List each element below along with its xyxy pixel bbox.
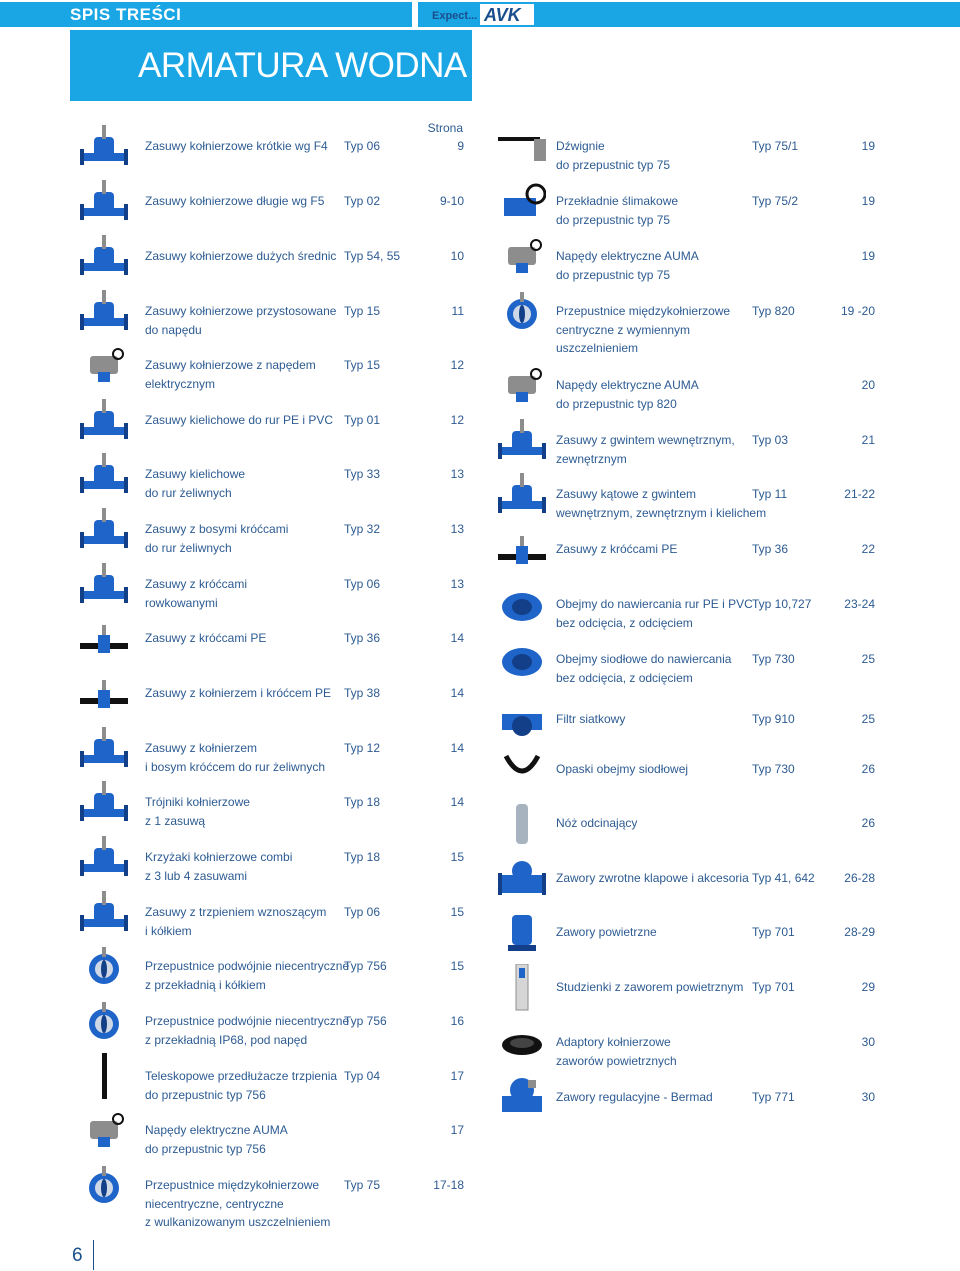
entry-name-line: Opaski obejmy siodłowej [556, 762, 689, 776]
actuator-icon [498, 233, 546, 286]
page-number: 6 [72, 1245, 83, 1266]
svg-text:AVK: AVK [484, 5, 521, 25]
entry-page: 20 [861, 378, 875, 392]
spigot-valve-icon [80, 506, 128, 559]
toc-entry[interactable] [70, 575, 540, 623]
gate-valve-icon [80, 288, 128, 341]
entry-name-line: bez odcięcia, z odcięciem [556, 670, 693, 685]
toc-entry[interactable] [70, 739, 540, 787]
entry-name-line: Przepustnice podwójnie niecentryczne [145, 1014, 350, 1028]
air-valve-icon [498, 909, 546, 962]
spigot-valve-icon [80, 725, 128, 778]
entry-name-line: Zasuwy z króćcami PE [556, 542, 678, 556]
entry-name-line: Zasuwy kołnierzowe dużych średnic [145, 249, 337, 263]
entry-name-line: z przekładnią IP68, pod napęd [145, 1032, 308, 1047]
entry-type: Typ 10,727 [752, 597, 812, 611]
entry-type: Typ 36 [344, 631, 381, 645]
saddle-clamp-icon [498, 636, 546, 689]
entry-name-line: do przepustnic typ 756 [145, 1087, 266, 1102]
entry-name [556, 814, 756, 833]
toc-entry[interactable] [492, 485, 960, 533]
page-column-header: Strona [427, 121, 463, 135]
toc-entry[interactable] [492, 540, 960, 588]
toc-entry[interactable] [70, 629, 540, 677]
strainer-icon [498, 696, 546, 749]
toc-entry[interactable] [492, 595, 960, 643]
entry-page: 19 [861, 249, 875, 263]
entry-page: 14 [450, 686, 464, 700]
entry-name-line: Napędy elektryczne AUMA [145, 1123, 288, 1137]
entry-page: 13 [450, 467, 464, 481]
entry-name-line: do przepustnic typ 75 [556, 157, 671, 172]
entry-name [556, 710, 756, 729]
toc-entry[interactable] [70, 465, 540, 513]
entry-page: 21-22 [844, 487, 875, 501]
entry-type: Typ 06 [344, 905, 381, 919]
entry-page: 26 [861, 762, 875, 776]
entry-type: Typ 18 [344, 795, 381, 809]
pe-valve-icon [80, 670, 128, 723]
tapping-clamp-icon [498, 581, 546, 634]
entry-name-line: Przepustnice podwójnie niecentryczne [145, 959, 350, 973]
adaptor-icon [498, 1019, 546, 1072]
rising-stem-icon [80, 889, 128, 942]
entry-name-line: niecentryczne, centryczne [145, 1196, 284, 1211]
cutter-icon [498, 800, 546, 853]
entry-name-line: do przepustnic typ 820 [556, 396, 677, 411]
entry-page: 25 [861, 652, 875, 666]
entry-name [145, 1121, 345, 1158]
entry-name-line: z wulkanizowanym uszczelnieniem [145, 1215, 331, 1229]
toc-entry[interactable] [70, 137, 540, 185]
chamber-icon [498, 964, 546, 1017]
entry-name-line: Przepustnice międzykołnierzowe [145, 1178, 320, 1192]
entry-type: Typ 11 [752, 487, 788, 501]
toc-entry[interactable] [492, 1033, 960, 1081]
entry-name [556, 595, 756, 632]
entry-page: 29 [861, 980, 875, 994]
entry-type: Typ 75/2 [752, 194, 799, 208]
actuator-icon [498, 362, 546, 415]
entry-page: 19 [861, 139, 875, 153]
entry-name-line: i bosym króćcem do rur żeliwnych [145, 759, 326, 774]
entry-name-line: do przepustnic typ 75 [556, 212, 671, 227]
entry-page: 14 [450, 795, 464, 809]
entry-name-line: i kółkiem [145, 923, 192, 938]
toc-entry[interactable] [70, 957, 540, 1005]
control-valve-icon [498, 1074, 546, 1127]
entry-name-line: Przepustnice międzykołnierzowe [556, 304, 731, 318]
entry-name-line: bez odcięcia, z odcięciem [556, 615, 693, 630]
entry-type: Typ 03 [752, 433, 789, 447]
entry-type: Typ 701 [752, 980, 795, 994]
entry-page: 25 [861, 712, 875, 726]
entry-name [556, 1033, 756, 1070]
page-number-divider [93, 1240, 94, 1270]
entry-page: 30 [861, 1090, 875, 1104]
toc-entry[interactable] [70, 247, 540, 295]
entry-name [556, 1088, 756, 1107]
entry-type: Typ 36 [752, 542, 789, 556]
extension-spindle-icon [80, 1053, 128, 1106]
entry-page: 16 [450, 1014, 464, 1028]
gate-valve-icon [80, 123, 128, 176]
threaded-valve-icon [498, 417, 546, 470]
gate-valve-icon [80, 233, 128, 286]
entry-name [556, 485, 767, 522]
entry-name [556, 376, 756, 413]
expect-tagline: Expect... [432, 10, 478, 22]
entry-page: 9-10 [439, 194, 464, 208]
entry-page: 22 [861, 542, 875, 556]
toc-entry[interactable] [492, 814, 960, 862]
entry-name-line: uszczelnieniem [556, 341, 639, 355]
entry-type: Typ 33 [344, 467, 381, 481]
entry-page: 17 [450, 1069, 464, 1083]
pe-valve-icon [80, 615, 128, 668]
entry-name [145, 957, 350, 994]
entry-type: Typ 771 [752, 1090, 795, 1104]
entry-type: Typ 38 [344, 686, 381, 700]
toc-entry[interactable] [492, 978, 960, 1026]
toc-entry[interactable] [70, 411, 540, 459]
entry-page: 15 [450, 959, 464, 973]
entry-name-line: Studzienki z zaworem powietrznym [556, 980, 744, 994]
toc-entry[interactable] [492, 760, 960, 808]
entry-name [145, 356, 345, 393]
entry-name-line: do przepustnic typ 75 [556, 267, 671, 282]
toc-entry[interactable] [70, 520, 540, 568]
toc-entry[interactable] [70, 1012, 540, 1060]
entry-name [556, 247, 756, 284]
entry-type: Typ 04 [344, 1069, 381, 1083]
entry-page: 21 [861, 433, 875, 447]
wafer-valve-icon [80, 1162, 128, 1215]
entry-name-line: centryczne z wymiennym [556, 322, 691, 337]
entry-name [145, 411, 345, 430]
entry-name [145, 192, 345, 211]
entry-name-line: Napędy elektryczne AUMA [556, 378, 699, 392]
entry-page: 26 [861, 816, 875, 830]
toc-entry[interactable] [70, 684, 540, 732]
entry-type: Typ 02 [344, 194, 381, 208]
entry-type: Typ 15 [344, 304, 381, 318]
toc-entry[interactable] [492, 431, 960, 479]
entry-type: Typ 01 [344, 413, 381, 427]
page-title: ARMATURA WODNA [138, 46, 467, 85]
entry-name-line: wewnętrznym, zewnętrznym i kielichem [556, 505, 767, 520]
entry-page: 14 [450, 741, 464, 755]
entry-name-line: Zasuwy z trzpieniem wznoszącym [145, 905, 327, 919]
entry-type: Typ 12 [344, 741, 381, 755]
entry-page: 30 [861, 1035, 875, 1049]
entry-page: 17-18 [433, 1178, 464, 1192]
entry-name [556, 923, 756, 942]
entry-name-line: Trójniki kołnierzowe [145, 795, 250, 809]
entry-type: Typ 820 [752, 304, 795, 318]
grooved-valve-icon [80, 561, 128, 614]
entry-name-line: do rur żeliwnych [145, 540, 232, 555]
entry-page: 17 [450, 1123, 464, 1137]
toc-entry[interactable] [492, 710, 960, 758]
entry-name [145, 739, 345, 776]
entry-name [145, 1067, 345, 1104]
entry-name-line: Obejmy do nawiercania rur PE i PVC [556, 597, 753, 611]
entry-page: 13 [450, 522, 464, 536]
entry-name-line: Zasuwy z kołnierzem [145, 741, 258, 755]
entry-page: 23-24 [844, 597, 875, 611]
entry-name-line: Zawory powietrzne [556, 925, 657, 939]
toc-entry[interactable] [492, 302, 960, 355]
gate-valve-icon [80, 178, 128, 231]
entry-page: 19 -20 [840, 304, 875, 318]
entry-name [145, 1012, 350, 1049]
cross-valve-icon [80, 834, 128, 887]
entry-type: Typ 15 [344, 358, 381, 372]
entry-name-line: Zasuwy kołnierzowe przystosowane [145, 304, 337, 318]
socket-valve-icon [80, 397, 128, 450]
entry-name-line: Zasuwy kołnierzowe długie wg F5 [145, 194, 325, 208]
entry-name [145, 848, 345, 885]
entry-type: Typ 701 [752, 925, 795, 939]
toc-entry[interactable] [70, 302, 540, 350]
wafer-valve-icon [498, 288, 546, 341]
socket-valve-icon [80, 451, 128, 504]
entry-name [556, 192, 756, 229]
entry-type: Typ 756 [344, 959, 387, 973]
entry-name-line: do przepustnic typ 756 [145, 1141, 266, 1156]
lever-icon [498, 123, 546, 176]
entry-type: Typ 910 [752, 712, 795, 726]
entry-name [145, 1176, 345, 1232]
gearbox-icon [498, 178, 546, 231]
entry-name [145, 465, 345, 502]
actuator-icon [80, 1107, 128, 1160]
entry-name-line: Zasuwy z króćcami [145, 577, 248, 591]
entry-name [556, 540, 756, 559]
butterfly-valve-icon [80, 943, 128, 996]
entry-name-line: Zasuwy kątowe z gwintem [556, 487, 697, 501]
entry-name-line: do napędu [145, 322, 202, 337]
entry-page: 11 [451, 304, 464, 318]
entry-name-line: z 3 lub 4 zasuwami [145, 868, 248, 883]
toc-entry[interactable] [70, 192, 540, 240]
entry-type: Typ 06 [344, 577, 381, 591]
entry-name [556, 431, 756, 468]
tee-valve-icon [80, 779, 128, 832]
toc-entry[interactable] [492, 137, 960, 185]
check-valve-icon [498, 855, 546, 908]
toc-entry[interactable] [70, 1176, 540, 1229]
entry-name [556, 650, 756, 687]
toc-entry[interactable] [492, 869, 960, 917]
entry-page: 14 [450, 631, 464, 645]
entry-name-line: zewnętrznym [556, 451, 627, 466]
entry-name-line: Zasuwy z bosymi króćcami [145, 522, 289, 536]
entry-page: 26-28 [844, 871, 875, 885]
entry-type: Typ 18 [344, 850, 381, 864]
entry-name-line: Zasuwy kielichowe do rur PE i PVC [145, 413, 334, 427]
entry-name [145, 684, 345, 703]
entry-page: 15 [450, 850, 464, 864]
toc-entry[interactable] [70, 1067, 540, 1115]
entry-name-line: Zasuwy z kołnierzem i króćcem PE [145, 686, 332, 700]
entry-type: Typ 54, 55 [344, 249, 401, 263]
entry-type: Typ 730 [752, 762, 795, 776]
entry-name-line: Adaptory kołnierzowe [556, 1035, 671, 1049]
entry-name-line: Zasuwy kołnierzowe krótkie wg F4 [145, 139, 328, 153]
entry-name-line: Nóż odcinający [556, 816, 638, 830]
entry-name [556, 760, 756, 779]
entry-page: 13 [450, 577, 464, 591]
entry-name-line: z przekładnią i kółkiem [145, 977, 266, 992]
entry-name-line: Krzyżaki kołnierzowe combi [145, 850, 293, 864]
entry-name-line: Zasuwy kielichowe [145, 467, 246, 481]
entry-name-line: Zasuwy kołnierzowe z napędem [145, 358, 316, 372]
entry-name-line: Zawory regulacyjne - Bermad [556, 1090, 713, 1104]
butterfly-valve-icon [80, 998, 128, 1051]
entry-page: 19 [861, 194, 875, 208]
toc-entry[interactable] [492, 923, 960, 971]
entry-name [556, 869, 756, 888]
entry-name [145, 302, 345, 339]
entry-name-line: Napędy elektryczne AUMA [556, 249, 699, 263]
entry-type: Typ 75/1 [752, 139, 799, 153]
entry-name-line: z 1 zasuwą [145, 813, 206, 828]
title-box [70, 30, 472, 101]
entry-name-line: do rur żeliwnych [145, 485, 232, 500]
entry-page: 12 [450, 358, 464, 372]
entry-name-line: elektrycznym [145, 376, 216, 391]
entry-page: 15 [450, 905, 464, 919]
toc-entry[interactable] [492, 1088, 960, 1136]
section-bar [0, 2, 412, 27]
entry-name-line: rowkowanymi [145, 595, 218, 610]
entry-page: 28-29 [844, 925, 875, 939]
toc-entry[interactable] [492, 650, 960, 698]
entry-page: 10 [450, 249, 464, 263]
entry-type: Typ 06 [344, 139, 381, 153]
toc-entry[interactable] [492, 247, 960, 295]
toc-entry[interactable] [70, 793, 540, 841]
entry-type: Typ 730 [752, 652, 795, 666]
entry-name [145, 137, 345, 156]
entry-name [556, 978, 756, 997]
entry-name-line: Teleskopowe przedłużacze trzpienia [145, 1069, 338, 1083]
entry-page: 9 [457, 139, 464, 153]
entry-name-line: zaworów powietrznych [556, 1053, 677, 1068]
entry-name-line: Dźwignie [556, 139, 605, 153]
entry-name [556, 137, 756, 174]
entry-type: Typ 756 [344, 1014, 387, 1028]
toc-entry[interactable] [492, 376, 960, 424]
entry-name-line: Zasuwy z króćcami PE [145, 631, 267, 645]
entry-name [556, 302, 756, 358]
toc-entry[interactable] [492, 192, 960, 240]
entry-name [145, 793, 345, 830]
entry-type: Typ 75 [344, 1178, 381, 1192]
entry-type: Typ 32 [344, 522, 381, 536]
entry-name-line: Filtr siatkowy [556, 712, 626, 726]
entry-name-line: Przekładnie ślimakowe [556, 194, 679, 208]
toc-entry[interactable] [70, 356, 540, 404]
entry-name [145, 903, 345, 940]
angle-valve-icon [498, 471, 546, 524]
entry-name-line: Zasuwy z gwintem wewnętrznym, [556, 433, 735, 447]
entry-name [145, 575, 345, 612]
actuator-icon [80, 342, 128, 395]
entry-name [145, 629, 345, 648]
avk-logo [480, 4, 534, 25]
brand-bar [418, 2, 960, 27]
entry-name [145, 247, 345, 266]
entry-type: Typ 41, 642 [752, 871, 815, 885]
toc-entry[interactable] [70, 1121, 540, 1169]
section-title: SPIS TREŚCI [70, 5, 182, 24]
entry-page: 12 [450, 413, 464, 427]
strap-icon [498, 746, 546, 799]
entry-name-line: Zawory zwrotne klapowe i akcesoria [556, 871, 749, 885]
toc-entry[interactable] [70, 903, 540, 951]
pe-valve-icon [498, 526, 546, 579]
entry-name [145, 520, 345, 557]
entry-name-line: Obejmy siodłowe do nawiercania [556, 652, 732, 666]
toc-entry[interactable] [70, 848, 540, 896]
